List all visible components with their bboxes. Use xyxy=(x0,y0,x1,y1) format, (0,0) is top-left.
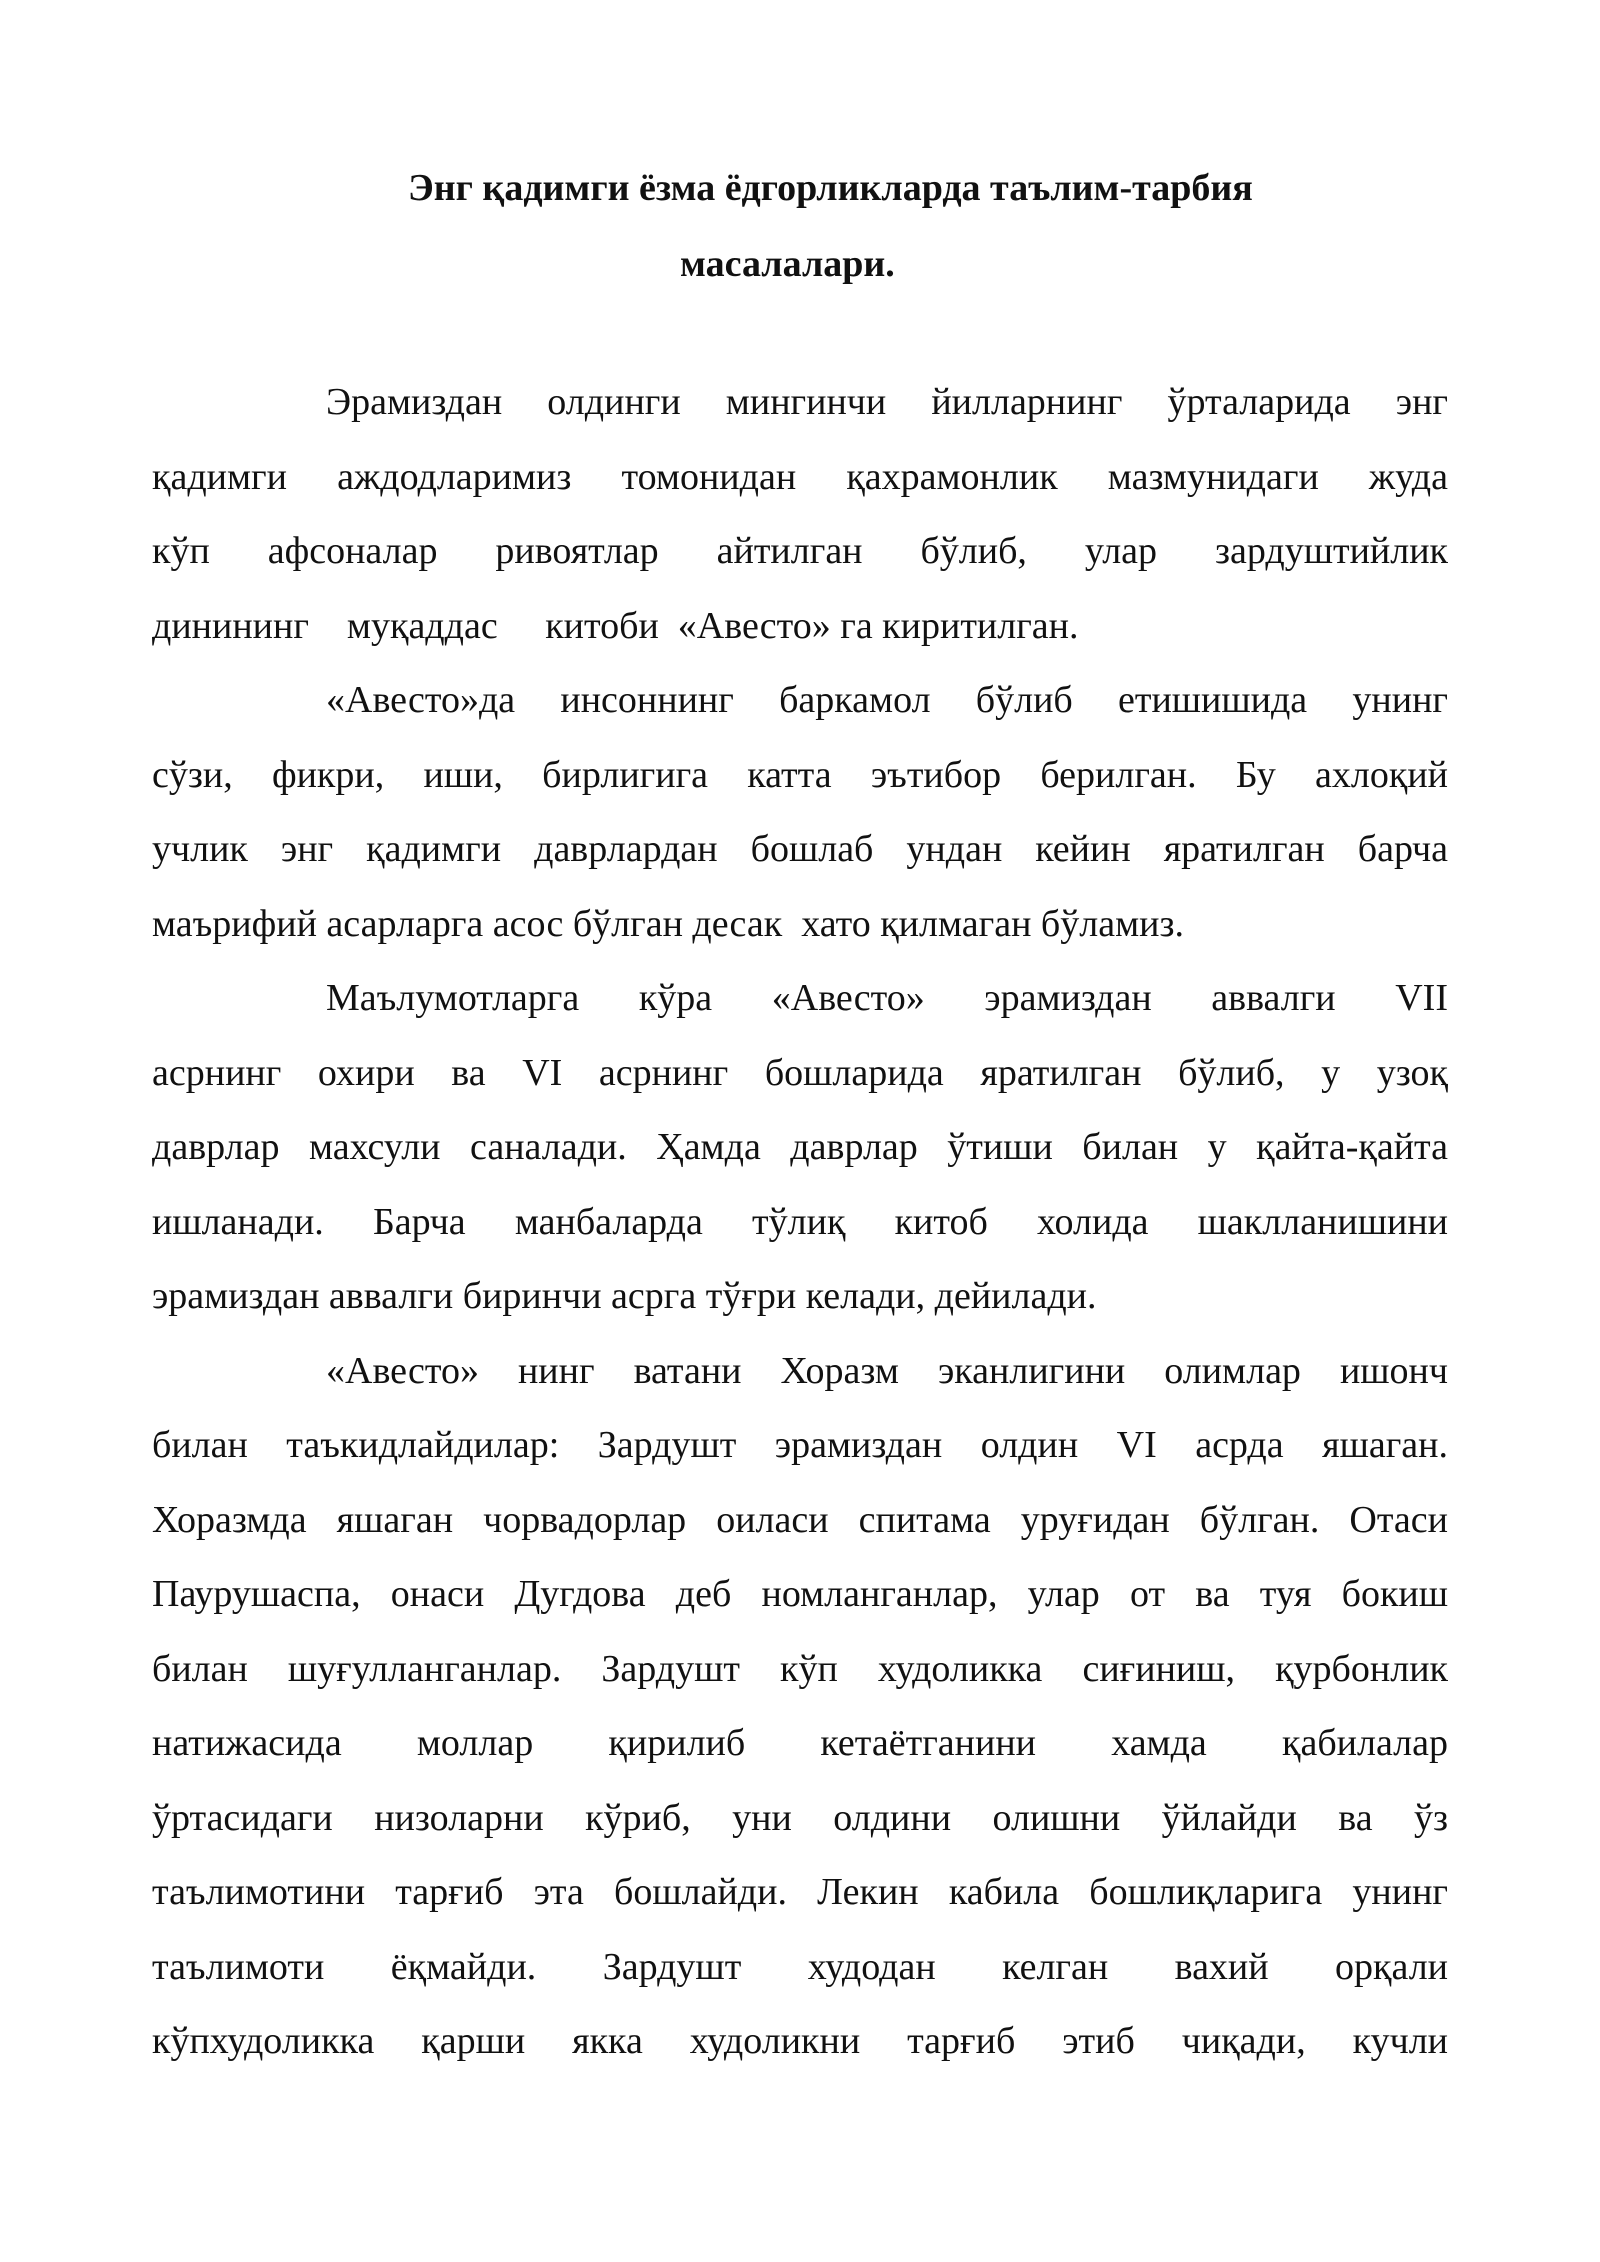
text-line: билан таъкидлайдилар: Зардушт эрамиздан олдин VI асрда яшаган. xyxy=(152,1424,1448,1466)
text-line: «Авесто» нинг ватани Хоразм эканлигини олимлар ишонч xyxy=(326,1349,1448,1392)
document-body xyxy=(152,365,1448,2079)
text-line: таълимотини тарғиб эта бошлайди. Лекин кабила бошлиқларига унинг xyxy=(152,1871,1448,1913)
text-line: Паурушаспа, онаси Дугдова деб номланганлар, улар от ва туя бокиш xyxy=(152,1573,1448,1615)
text-line: даврлар махсули саналади. Ҳамда даврлар ўтиши билан у қайта-қайта xyxy=(152,1126,1448,1168)
title-line: Энг қадимги ёзма ёдгорликларда таълим-тарбия xyxy=(408,167,1253,209)
text-line: таълимоти ёқмайди. Зардушт худодан келган вахий орқали xyxy=(152,1945,1448,1988)
text-line: ишланади. Барча манбаларда тўлиқ китоб холида шаклланишини xyxy=(152,1200,1448,1243)
text-line: маърифий асарларга асос бўлган десак хато қилмаган бўламиз. xyxy=(152,902,1184,945)
text-line: Эрамиздан олдинги мингинчи йилларнинг ўрталарида энг xyxy=(326,381,1448,423)
paragraph-1 xyxy=(152,365,1448,663)
text-line: Маълумотларга кўра «Авесто» эрамиздан аввалги VII xyxy=(326,977,1448,1019)
text-line: кўп афсоналар ривоятлар айтилган бўлиб, улар зардуштийлик xyxy=(152,530,1448,572)
title-line: масалалари. xyxy=(680,243,895,285)
text-line: натижасида моллар қирилиб кетаётганини хамда қабилалар xyxy=(152,1722,1448,1764)
text-line: динининг муқаддас китоби «Авесто» га киритилган. xyxy=(152,604,1079,647)
text-line: эрамиздан аввалги биринчи асрга тўғри келади, дейилади. xyxy=(152,1275,1097,1317)
text-line: «Авесто»да инсоннинг баркамол бўлиб етишишида унинг xyxy=(326,679,1448,721)
text-line: қадимги аждодларимиз томонидан қахрамонлик мазмунидаги жуда xyxy=(152,455,1448,498)
paragraph-3 xyxy=(152,961,1448,1334)
text-line: ўртасидаги низоларни кўриб, уни олдини олишни ўйлайди ва ўз xyxy=(152,1796,1448,1839)
text-line: сўзи, фикри, иши, бирлигига катта эътибор берилган. Бу ахлоқий xyxy=(152,753,1448,796)
text-line: учлик энг қадимги даврлардан бошлаб ундан кейин яратилган барча xyxy=(152,828,1448,870)
paragraph-4 xyxy=(152,1334,1448,2079)
document-title xyxy=(152,150,1448,302)
text-line: кўпхудоликка қарши якка худоликни тарғиб этиб чиқади, кучли xyxy=(152,2020,1448,2062)
text-line: асрнинг охири ва VI асрнинг бошларида яратилган бўлиб, у узоқ xyxy=(152,1051,1448,1094)
paragraph-2 xyxy=(152,663,1448,961)
text-line: билан шуғулланганлар. Зардушт кўп худоликка сиғиниш, қурбонлик xyxy=(152,1647,1448,1690)
text-line: Хоразмда яшаган чорвадорлар оиласи спитама уруғидан бўлган. Отаси xyxy=(152,1498,1448,1541)
